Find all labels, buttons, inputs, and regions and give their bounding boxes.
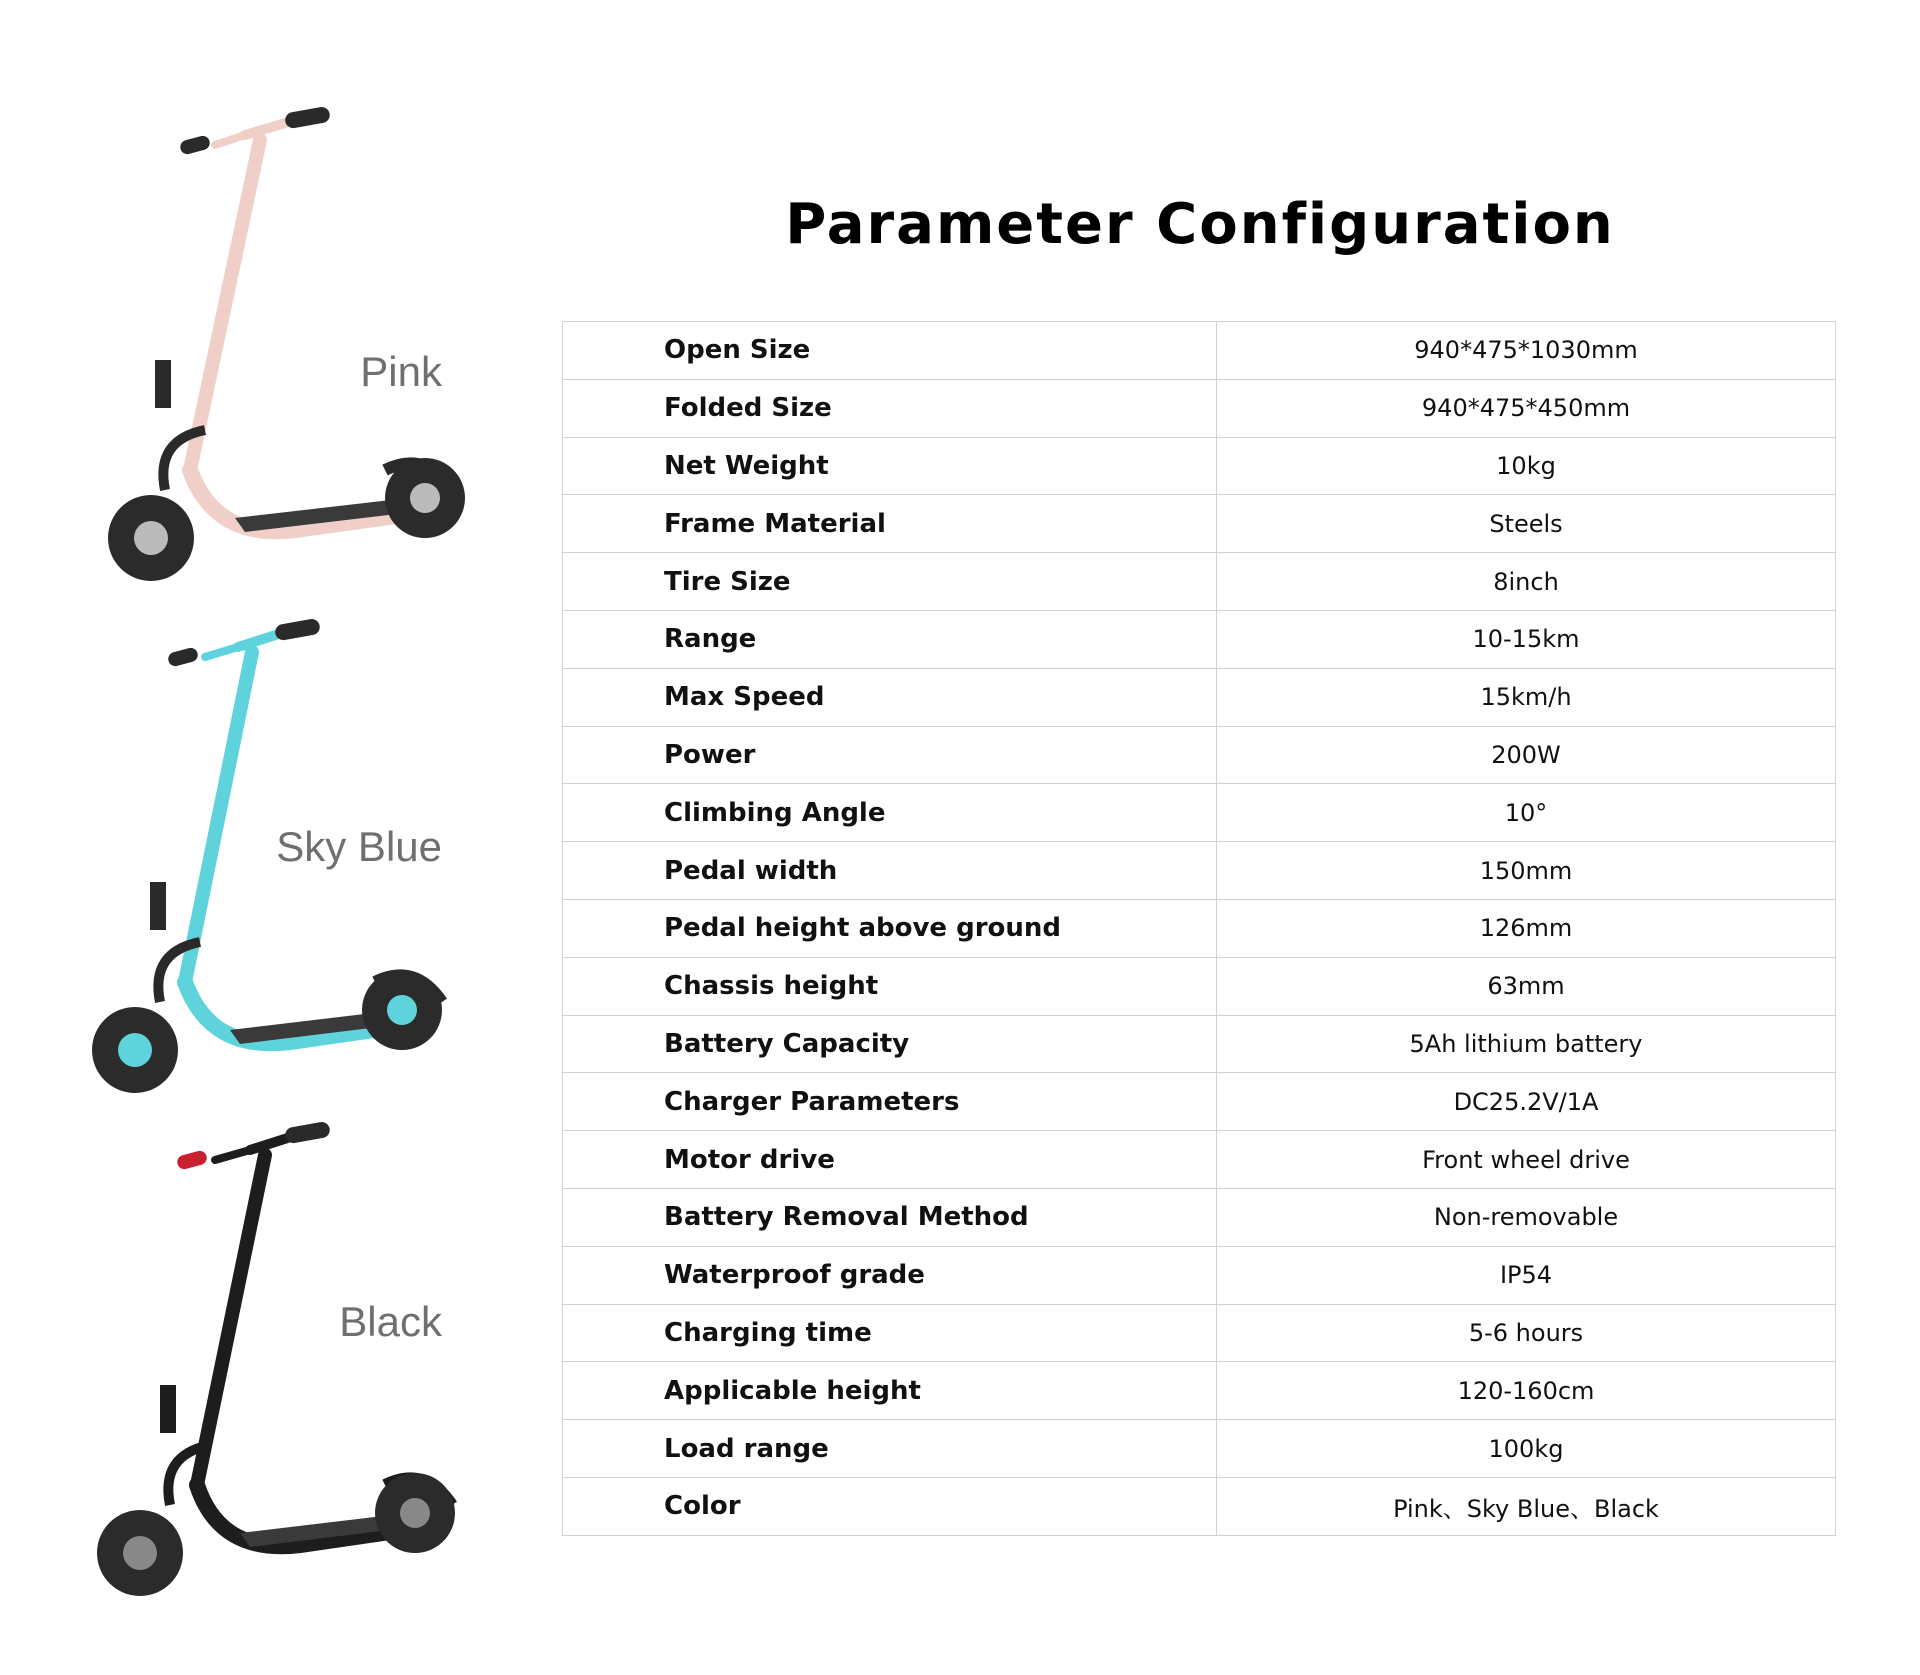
variant-label-pink: Pink: [360, 348, 442, 395]
table-row: [563, 726, 1836, 784]
table-row: [563, 322, 1836, 380]
spec-value: 63mm: [1217, 957, 1836, 1015]
spec-value: Front wheel drive: [1217, 1131, 1836, 1189]
spec-value: 5Ah lithium battery: [1217, 1015, 1836, 1073]
spec-key: Frame Material: [563, 495, 1217, 553]
spec-value: 5-6 hours: [1217, 1304, 1836, 1362]
spec-key: Tire Size: [563, 553, 1217, 611]
spec-key: Charger Parameters: [563, 1073, 1217, 1131]
spec-value: 10-15km: [1217, 610, 1836, 668]
spec-key: Battery Capacity: [563, 1015, 1217, 1073]
spec-key: Range: [563, 610, 1217, 668]
spec-table-body: [563, 322, 1836, 1536]
spec-value: Non-removable: [1217, 1188, 1836, 1246]
table-row: [563, 1477, 1836, 1535]
spec-key: Pedal width: [563, 842, 1217, 900]
spec-value: 150mm: [1217, 842, 1836, 900]
spec-key: Net Weight: [563, 437, 1217, 495]
table-row: [563, 842, 1836, 900]
table-row: [563, 553, 1836, 611]
spec-value: Steels: [1217, 495, 1836, 553]
spec-key: Chassis height: [563, 957, 1217, 1015]
spec-table: [562, 321, 1836, 1536]
spec-key: Waterproof grade: [563, 1246, 1217, 1304]
spec-key: Folded Size: [563, 379, 1217, 437]
table-row: [563, 668, 1836, 726]
spec-key: Load range: [563, 1420, 1217, 1478]
table-row: [563, 1362, 1836, 1420]
spec-value: 10°: [1217, 784, 1836, 842]
table-row: [563, 784, 1836, 842]
variant-label-sky-blue: Sky Blue: [276, 823, 442, 870]
spec-value: 10kg: [1217, 437, 1836, 495]
spec-key: Open Size: [563, 322, 1217, 380]
spec-key: Power: [563, 726, 1217, 784]
table-row: [563, 1304, 1836, 1362]
spec-key: Charging time: [563, 1304, 1217, 1362]
spec-key: Applicable height: [563, 1362, 1217, 1420]
table-row: [563, 1188, 1836, 1246]
table-row: [563, 1073, 1836, 1131]
spec-key: Color: [563, 1477, 1217, 1535]
spec-value: IP54: [1217, 1246, 1836, 1304]
spec-key: Max Speed: [563, 668, 1217, 726]
table-row: [563, 1420, 1836, 1478]
table-row: [563, 1246, 1836, 1304]
black-scooter-image: [85, 1115, 465, 1615]
spec-value: 100kg: [1217, 1420, 1836, 1478]
spec-value: 8inch: [1217, 553, 1836, 611]
table-row: [563, 957, 1836, 1015]
page-title: Parameter Configuration: [785, 192, 1615, 257]
table-row: [563, 379, 1836, 437]
scooter-black-frame: [97, 1121, 455, 1596]
table-row: [563, 899, 1836, 957]
table-row: [563, 1015, 1836, 1073]
spec-value: DC25.2V/1A: [1217, 1073, 1836, 1131]
spec-value: 120-160cm: [1217, 1362, 1836, 1420]
table-row: [563, 495, 1836, 553]
spec-value: 940*475*1030mm: [1217, 322, 1836, 380]
spec-value: Pink、Sky Blue、Black: [1217, 1477, 1836, 1535]
spec-value: 200W: [1217, 726, 1836, 784]
table-row: [563, 610, 1836, 668]
spec-key: Pedal height above ground: [563, 899, 1217, 957]
spec-key: Motor drive: [563, 1131, 1217, 1189]
spec-value: 126mm: [1217, 899, 1836, 957]
spec-value: 15km/h: [1217, 668, 1836, 726]
table-row: [563, 437, 1836, 495]
spec-key: Climbing Angle: [563, 784, 1217, 842]
spec-key: Battery Removal Method: [563, 1188, 1217, 1246]
variant-label-black: Black: [339, 1298, 442, 1345]
spec-value: 940*475*450mm: [1217, 379, 1836, 437]
scooter-pink-frame: [108, 106, 465, 581]
table-row: [563, 1131, 1836, 1189]
